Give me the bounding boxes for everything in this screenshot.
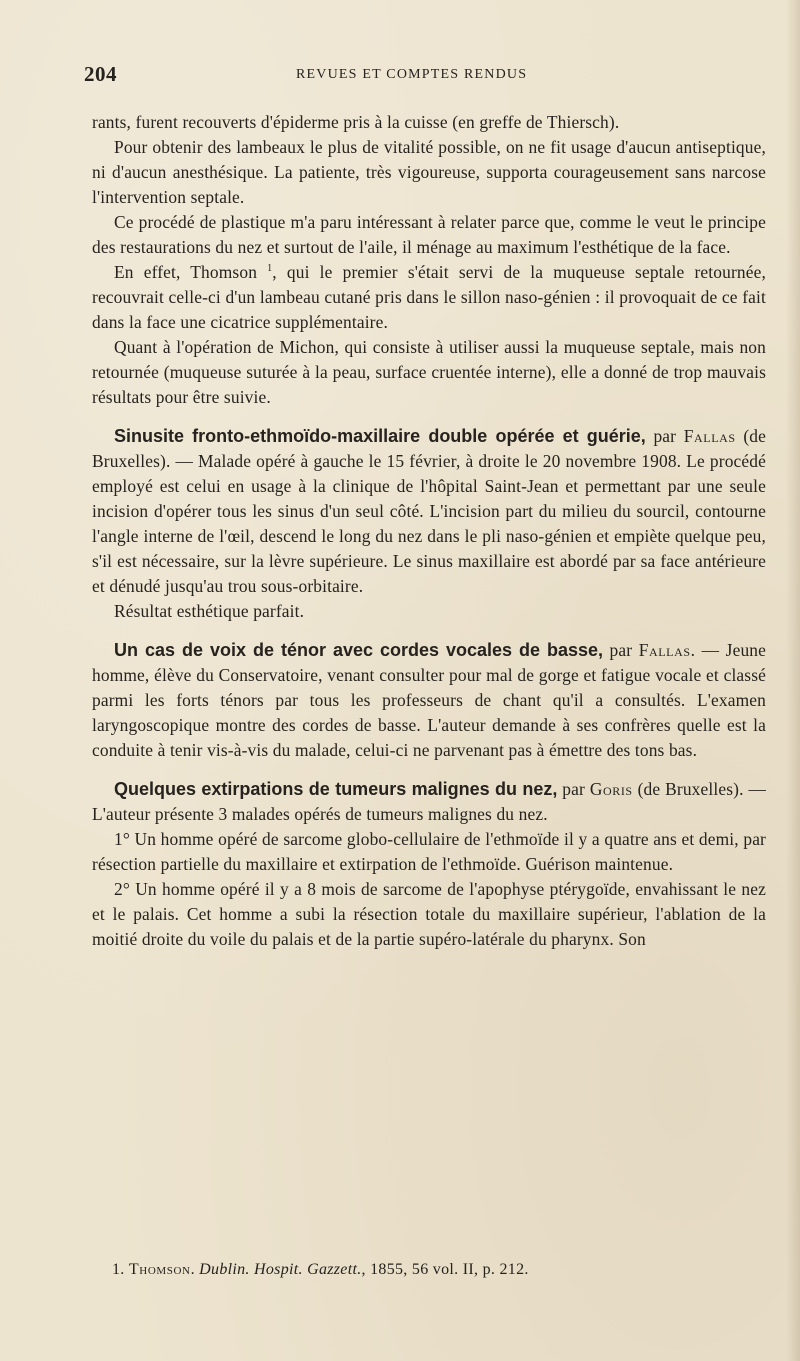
page-number: 204 — [84, 62, 117, 86]
footnote-number: 1. — [112, 1261, 129, 1278]
section-by: par — [645, 426, 684, 446]
section-heading: Un cas de voix de ténor avec cordes vocales de basse, — [114, 640, 604, 660]
footnote-details: , 1855, 56 vol. II, p. 212. — [361, 1261, 529, 1278]
section-voix-tenor — [92, 638, 766, 763]
case-item-2: 2° Un homme opéré il y a 8 mois de sarcome de l'apophyse ptérygoïde, envahissant le nez et le palais. Cet homme a subi la résection totale du maxillaire supérieur, l'ablation de la moitié droite du voile du palais et de la partie supéro-latérale du pharynx. Son — [92, 879, 766, 949]
section-tumeurs-body — [92, 777, 766, 827]
section-text: (de Bruxelles). — Malade opéré à gauche le 15 février, à droite le 20 novembre 1908. Le procédé employé est celui en usage à la clinique de l'hôpital Saint-Jean et permettant par une seule incision d'opérer tous les sinus d'un seul côté. L'incision part du milieu du sourcil, contourne l'angle interne de l'œil, descend le long du nez dans le pli naso-génien et empiète quelque peu, s'il est nécessaire, sur la lèvre supérieure. Le sinus maxillaire est abordé par sa face antérieure et dénudé jusqu'au trou sous-orbitaire. — [92, 426, 767, 596]
footnote — [112, 1259, 752, 1281]
section-result: Résultat esthétique parfait. — [114, 601, 305, 621]
section-text: . — Jeune homme, élève du Conservatoire, venant consulter pour mal de gorge et fatigue vocale et classé parmi les forts ténors par tous les professeurs de chant qu'il a consultés. L'examen laryngoscopique montre des cordes de basse. L'auteur demande à ses confrères quelle est la conduite à tenir vis-à-vis du malade, celui-ci ne parvenant pas à émettre des tons bas. — [92, 640, 767, 760]
paragraph-thomson — [92, 260, 766, 335]
paragraph-continuation: rants, furent recouverts d'épiderme pris à la cuisse (en greffe de Thiersch). — [92, 112, 620, 132]
paragraph-procedure: Ce procédé de plastique m'a paru intéressant à relater parce que, comme le veut le principe des restaurations du nez et surtout de l'aile, il ménage au maximum l'esthétique de la face. — [92, 212, 766, 257]
footnote-source: Dublin. Hospit. Gazzett. — [199, 1261, 362, 1278]
case-item-1: 1° Un homme opéré de sarcome globo-cellulaire de l'ethmoïde il y a quatre ans et demi, par résection partielle du maxillaire et extirpation de l'ethmoïde. Guérison maintenue. — [92, 829, 766, 874]
paragraph-thomson-end: , qui le premier s'était servi de la muqueuse septale retournée, recouvrait celle-ci d'un lambeau cutané pris dans le sillon naso-génien : il provoquait de ce fait dans la face une cicatrice supplémentaire. — [92, 262, 766, 332]
section-by: par — [557, 779, 590, 799]
body-text — [92, 110, 766, 952]
section-heading: Sinusite fronto-ethmoïdo-maxillaire double opérée et guérie, — [114, 426, 646, 446]
section-voix-tenor-body — [92, 638, 766, 763]
paragraph-michon: Quant à l'opération de Michon, qui consiste à utiliser aussi la muqueuse septale, mais non retournée (muqueuse suturée à la peau, surface cruentée interne), elle a donné de trop mauvais résultats pour être suivie. — [92, 337, 766, 407]
section-sinusite-body — [92, 424, 766, 599]
section-tumeurs — [92, 777, 766, 952]
section-by: par — [603, 640, 639, 660]
footnote-author: Thomson — [128, 1261, 191, 1278]
page-edge-shadow — [786, 0, 800, 1361]
section-author: Goris — [589, 779, 633, 799]
footnote-reference: 1 — [267, 263, 273, 275]
paragraph-thomson-start: En effet, Thomson — [114, 262, 268, 282]
section-sinusite — [92, 424, 766, 624]
section-author: Fallas — [638, 640, 691, 660]
paragraph-antiseptic: Pour obtenir des lambeaux le plus de vitalité possible, on ne fit usage d'aucun antiseptique, ni d'aucun anesthésique. La patiente, très vigoureuse, supporta courageusement sans narcose l'intervention septale. — [92, 137, 766, 207]
section-author: Fallas — [683, 426, 736, 446]
running-head: REVUES ET COMPTES RENDUS — [296, 67, 528, 82]
footnote-separator: . — [190, 1261, 200, 1278]
section-text: (de Bruxelles). — L'auteur présente 3 malades opérés de tumeurs malignes du nez. — [92, 779, 766, 824]
section-heading: Quelques extirpations de tumeurs malignes du nez, — [114, 779, 558, 799]
page-header — [84, 62, 770, 92]
